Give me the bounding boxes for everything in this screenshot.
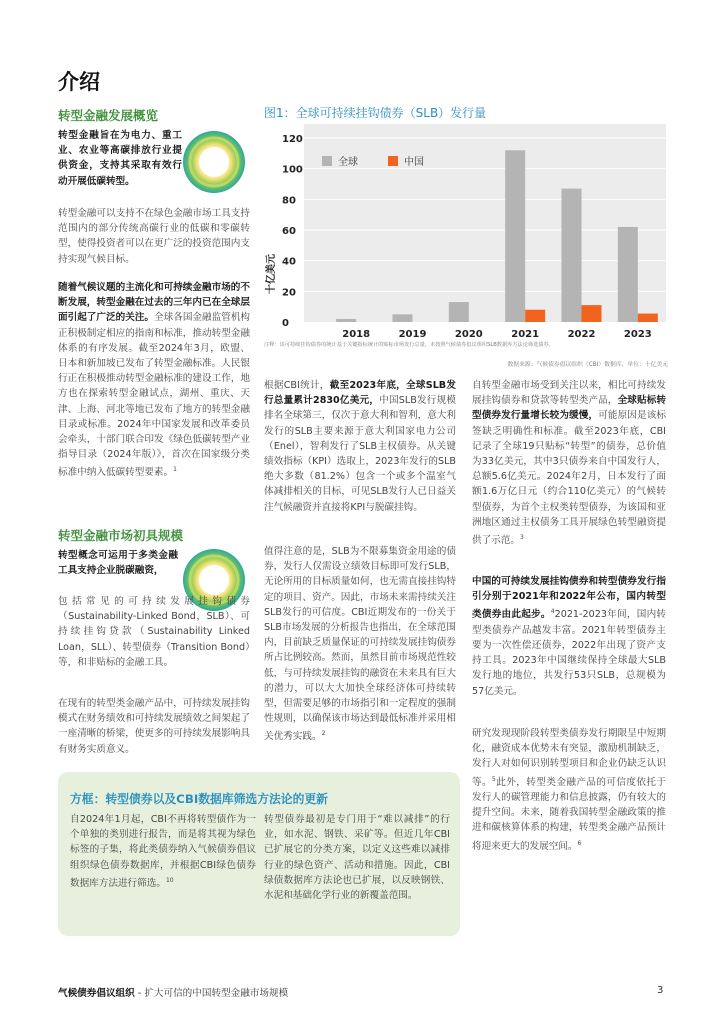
col3-p2-bold: 中国的可持续发展挂钩债券和转型债券发行指引分别于2021年和2022年公布，国内转型类债券由此起步。 [472, 576, 666, 621]
footer-doc: 扩大可信的中国转型金融市场规模 [144, 988, 289, 999]
footnote-ref: 5 [492, 775, 496, 783]
col2-p1-rest: 中国SLB发行规模排名全球第三，仅次于意大利和智利，意大利发行的SLB主要来源于意大利国家电力公司（Enel），智利发行了SLB主权债券。从关键绩效指标（KPI）选取上，2023年发行的SLB绝大多数（81.2%）包含一个或多个温室气体减排相关的目标，可见SLB发行人已日益关注气候融资并直接将KPI与脱碳挂钩。 [264, 395, 456, 513]
col3-p1 [472, 378, 666, 548]
figure-title: 图1：全球可持续挂钩债券（SLB）发行量 [264, 106, 487, 120]
y-tick-label: 80 [282, 195, 296, 207]
bar-china-2023 [638, 314, 658, 322]
bar-global-2020 [449, 302, 469, 322]
col3-p1-b: 可能原因是该标签缺乏明确性和标准。截至2023年底，CBI记录了全球19只贴标“转型”的债券，总价值为33亿美元，其中3只债券来自中国发行人，总额5.6亿美元。2024年2月，日本发行了面额1.6万亿日元（约合110亿美元）的气候转型债券，为首个主权类转型债券，为该国和亚洲地区通过主权债务工具开展绿色转型融资提供了示范。 [472, 410, 667, 547]
footnote-ref: 6 [577, 839, 582, 847]
bar-global-2023 [618, 227, 638, 322]
y-tick-label: 40 [282, 256, 296, 268]
col2-p2 [264, 544, 456, 745]
y-axis-label: 十亿美元 [266, 254, 277, 294]
market-p1-text [58, 594, 250, 670]
overview-p2-bold: 随着气候议题的主流化和可持续金融市场的不断发展，转型金融在过去的三年内已在全球层面引起了广泛的关注。 [58, 282, 250, 324]
legend-label-global: 全球 [338, 157, 358, 168]
market-p2: 在现有的转型类金融产品中，可持续发展挂钩模式在财务绩效和可持续发展绩效之间架起了一座清晰的桥梁，使更多的可持续发展影响具有财务实质意义。 [58, 698, 250, 755]
info-box-left [70, 812, 256, 891]
bar-global-2022 [562, 189, 582, 322]
footnote-ref: 1 [173, 466, 177, 474]
legend-swatch-china [388, 156, 398, 166]
page-number: 3 [657, 985, 664, 996]
bar-global-2019 [393, 314, 413, 322]
section-heading-market: 转型金融市场初具规模 [58, 528, 184, 543]
market-p1-lead [58, 548, 178, 578]
footnote-ref: 3 [519, 534, 524, 542]
footer-org: 气候债券倡议组织 [58, 988, 135, 999]
y-tick-label: 0 [282, 318, 289, 329]
bar-china-2022 [582, 305, 602, 322]
page-title: 介绍 [58, 70, 100, 94]
x-tick-label: 2020 [454, 329, 483, 340]
x-tick-label: 2022 [567, 329, 596, 340]
info-box-title: 方框：转型债券以及CBI数据库筛选方法论的更新 [70, 792, 328, 806]
bar-global-2018 [336, 319, 356, 322]
col3-p3 [472, 726, 666, 854]
overview-p2 [58, 280, 250, 481]
col3-p3-text: 研究发现现阶段转型类债券发行期限呈中短期化，融资成本优势未有突显，激励机制缺乏，发行人对如何识别转型项目和企业仍缺乏认识等。 [472, 728, 666, 788]
legend-swatch-global [322, 156, 332, 166]
x-tick-label: 2021 [511, 329, 540, 340]
chart-note: 注释：该可持续挂钩债券的统计基于关键指标统计的贴标市场发行总量，未按照气候债券倡议组织SLB数据库方法论筛选债券。 [264, 342, 554, 348]
x-tick-label: 2019 [398, 329, 427, 340]
footnote-ref: 2 [321, 730, 326, 738]
y-tick-label: 100 [282, 164, 303, 176]
col3-p2-rest: 2021-2023年间，国内转型类债券产品越发丰富。2021年转型债券主要为一次性偿还债券，2022年出现了资产支持工具。2023年中国继续保持全球最大SLB发行地的地位，共发行53只SLB，总规模为57亿美元。 [472, 609, 667, 697]
info-box-right: 转型债券最初是专门用于“难以减排”的行业，如水泥、钢铁、采矿等。但近几年CBI已扩展它的分类方案，以定义这些难以减排行业的绿色资产、活动和措施。因此，CBI绿债数据库方法论也已扩展，以反映钢铁、水泥和基础化学行业的新覆盖范围。 [264, 814, 450, 902]
market-p1-bold: 转型概念可运用于多类金融工具支持企业脱碳融资， [58, 550, 178, 577]
col3-p2 [472, 574, 666, 699]
footnote-ref: 4 [550, 608, 555, 616]
overview-p2-rest: 全球各国金融监管机构正积极制定相应的指南和标准，推动转型金融体系的有序发展。截至2024年3月，欧盟、日本和新加坡已发布了转型金融标准。人民银行正在积极推动转型金融标准的建设工作，地方也在探索转型金融试点，湖州、重庆、天津、上海、河北等地已发布了地方的转型金融目录或标准。2024年中国家发展和改革委员会牵头，十部门联合印发《绿色低碳转型产业指导目录（2024年版）》，首次在国家级分类标准中纳入低碳转型要素。 [58, 312, 251, 479]
legend-label-china: 中国 [404, 157, 424, 168]
overview-p1-lead [58, 128, 182, 189]
overview-p1-text [58, 206, 250, 267]
concentric-circles-icon [182, 130, 246, 194]
info-box-left-text: 自2024年1月起，CBI不再将转型债作为一个单独的类别进行报告，而是将其视为绿色标签的子集，将此类债券纳入气候债券倡议组织绿色债券数据库，并根据CBI绿色债券数据库方法进行筛选。 [70, 814, 256, 889]
col2-p1-lead: 根据CBI统计， [264, 380, 330, 391]
plot-background [304, 124, 666, 322]
slb-issuance-chart [262, 124, 672, 342]
section-heading-overview: 转型金融发展概览 [58, 108, 159, 123]
overview-p1-rest: 转型金融可以支持不在绿色金融市场工具支持范围内的部分传统高碳行业的低碳和零碳转型，使得投资者可以在更广泛的投资范围内支持实现气候目标。 [58, 208, 250, 265]
overview-p1-bold: 转型金融旨在为电力、重工业、农业等高碳排放行业提供资金，支持其采取有效行动开展低碳转型。 [58, 130, 182, 187]
col3-p3-rest: 此外，转型类金融产品的可信度依托于发行人的碳管理能力和信息披露，仍有较大的提升空间。未来，随着我国转型金融政策的推进和碳核算体系的构建，转型类金融产品预计将迎来更大的发展空间。 [472, 776, 667, 852]
y-tick-label: 20 [282, 287, 296, 299]
col2-p1-bold: 截至2023年底，全球SLB发行总量累计2830亿美元， [264, 380, 456, 407]
footer-sep: - [134, 988, 145, 999]
col3-p1-bold: 全球贴标转型债券发行量增长较为缓慢， [472, 395, 667, 422]
x-tick-label: 2023 [623, 329, 652, 340]
chart-source: 数据来源：气候债券倡议组织（CBI）数据库，单位：十亿美元 [507, 362, 668, 368]
y-tick-label: 120 [282, 134, 303, 145]
footer [58, 985, 288, 999]
col3-p1-a: 自转型金融市场受到关注以来，相比可持续发展挂钩债券和贷款等转型类产品， [472, 380, 666, 407]
bar-china-2021 [525, 310, 545, 322]
y-tick-label: 60 [282, 226, 296, 237]
col2-p2-text: 值得注意的是，SLB为不限募集资金用途的债券，发行人仅需设立绩效目标即可发行SLB，无论所用的目标质量如何，也无需直接挂钩特定的项目、资产。因此，市场未来需持续关注SLB发行的可信度。CBI近期发布的一份关于SLB市场发展的分析报告也指出，在全球范围内，目前缺乏质量保证的可持续发展挂钩债券所占比例较高。然而，虽然目前市场规范性较低，与可持续发展挂钩的融资在未来具有巨大的潜力，可以大大加快全球经济体可持续转型，但需要足够的市场指引和一定程度的强制性规则，以确保该市场达到最低标准并采用相关优秀实践。 [264, 546, 456, 743]
footnote-ref: 10 [165, 876, 174, 884]
bar-global-2021 [505, 150, 525, 322]
market-p1-rest: 包括常见的可持续发展挂钩债券（Sustainability-Linked Bond，SLB）、可持续挂钩贷款（Sustainability Linked Loan，SLL）、转型债券（Transition Bond）等，和非贴标的金融工具。 [58, 596, 250, 668]
col2-p1 [264, 378, 456, 515]
x-tick-label: 2018 [342, 329, 371, 340]
